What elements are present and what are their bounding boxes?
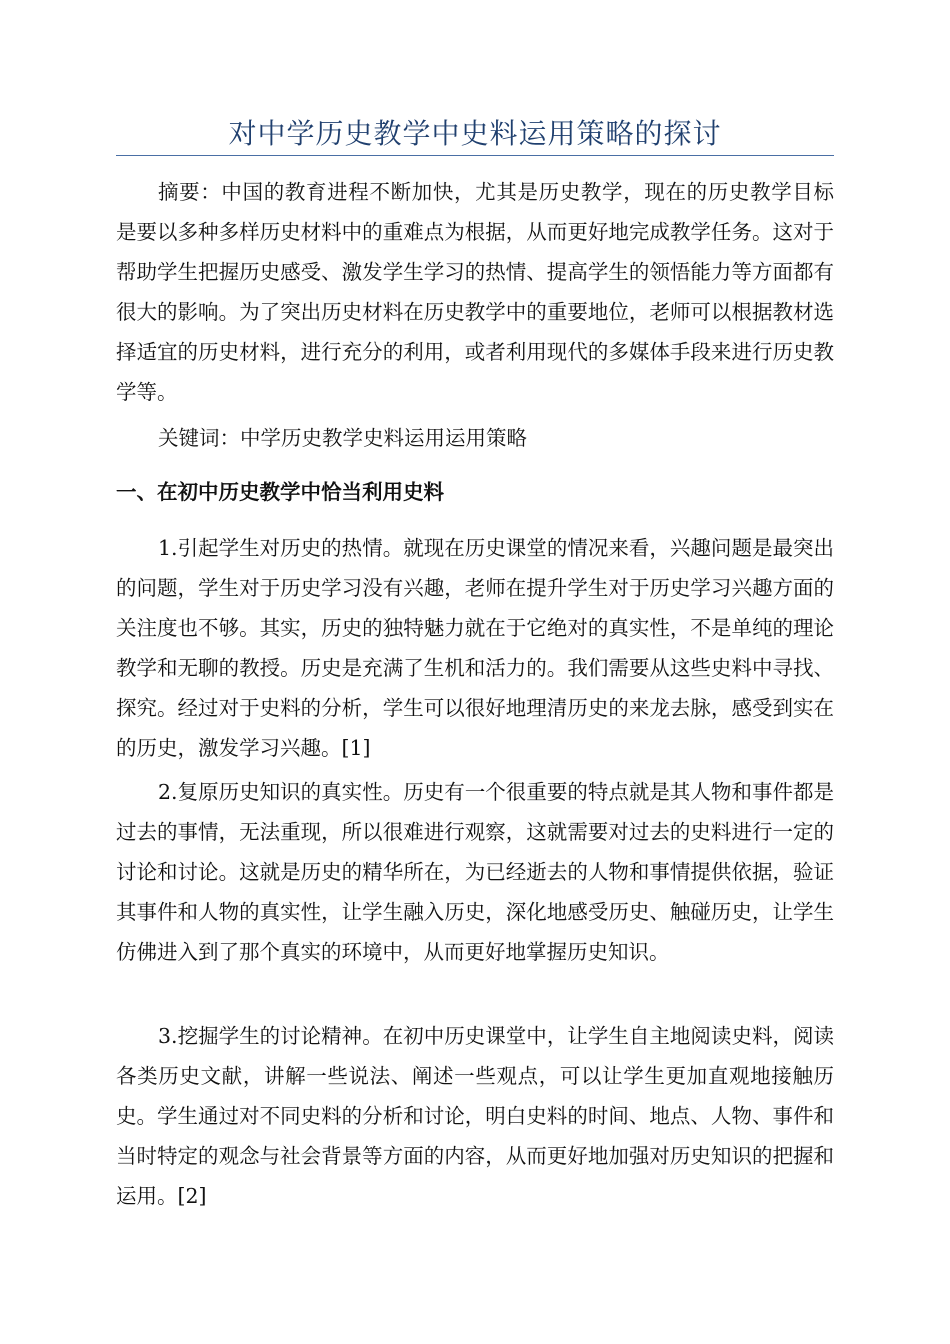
keywords-line: 关键词：中学历史教学史料运用运用策略 xyxy=(158,426,527,450)
body-paragraph-3: 3.挖掘学生的讨论精神。在初中历史课堂中，让学生自主地阅读史料，阅读各类历史文献，讲解一些说法、阐述一些观点，可以让学生更加直观地接触历史。学生通过对不同史料的分析和讨论，明白史料的时间、地点、人物、事件和当时特定的观念与社会背景等方面的内容，从而更好地加强对历史知识的把握和运用。[2] xyxy=(116,1024,834,1208)
title-underline xyxy=(116,155,834,156)
body-paragraph-2: 2.复原历史知识的真实性。历史有一个很重要的特点就是其人物和事件都是过去的事情，无法重现，所以很难进行观察，这就需要对过去的史料进行一定的讨论和讨论。这就是历史的精华所在，为已经逝去的人物和事情提供依据，验证其事件和人物的真实性，让学生融入历史，深化地感受历史、触碰历史，让学生仿佛进入到了那个真实的环境中，从而更好地掌握历史知识。 xyxy=(116,780,834,964)
body-paragraph-1: 1.引起学生对历史的热情。就现在历史课堂的情况来看，兴趣问题是最突出的问题，学生对于历史学习没有兴趣，老师在提升学生对于历史学习兴趣方面的关注度也不够。其实，历史的独特魅力就在于它绝对的真实性，不是单纯的理论教学和无聊的教授。历史是充满了生机和活力的。我们需要从这些史料中寻找、探究。经过对于史料的分析，学生可以很好地理清历史的来龙去脉，感受到实在的历史，激发学习兴趣。[1] xyxy=(116,536,834,760)
section-heading: 一、在初中历史教学中恰当利用史料 xyxy=(116,480,444,504)
document-title: 对中学历史教学中史料运用策略的探讨 xyxy=(228,117,722,150)
abstract-paragraph: 摘要：中国的教育进程不断加快，尤其是历史教学，现在的历史教学目标是要以多种多样历史材料中的重难点为根据，从而更好地完成教学任务。这对于帮助学生把握历史感受、激发学生学习的热情、提高学生的领悟能力等方面都有很大的影响。为了突出历史材料在历史教学中的重要地位，老师可以根据教材选择适宜的历史材料，进行充分的利用，或者利用现代的多媒体手段来进行历史教学等。 xyxy=(116,180,834,404)
